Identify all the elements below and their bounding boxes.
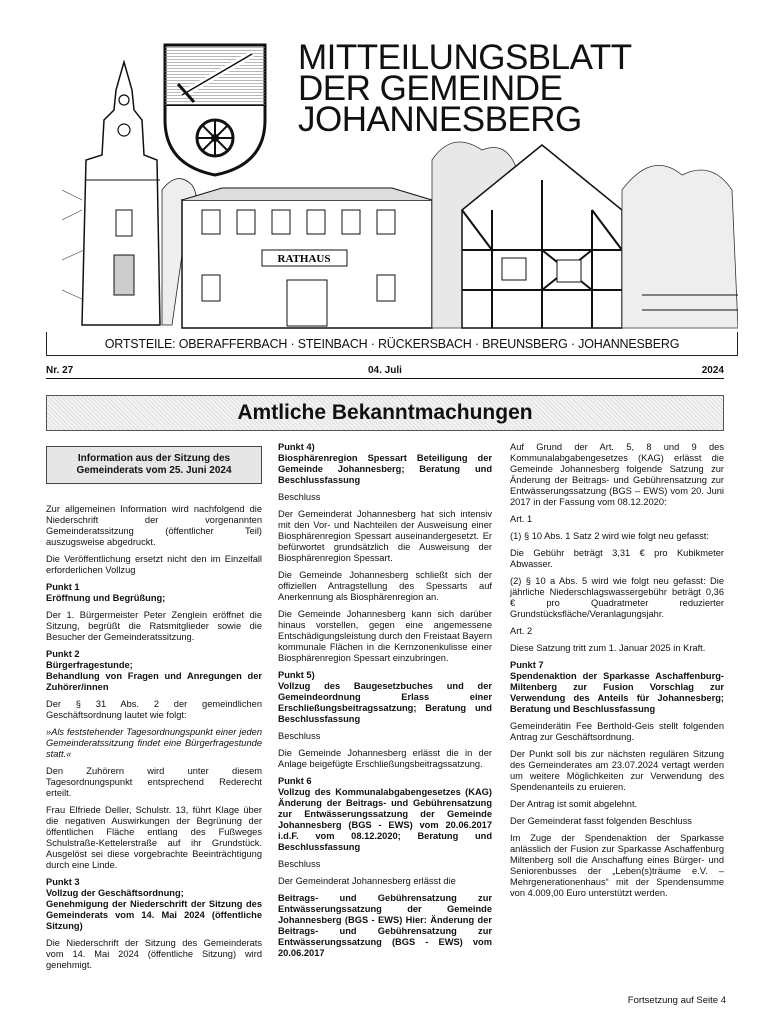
item-text: Gemeinderätin Fee Berthold-Geis stellt folgenden Antrag zur Geschäftsordnung. (510, 721, 724, 742)
item-text: Diese Satzung tritt zum 1. Januar 2025 in Kraft. (510, 643, 706, 653)
column-3 (510, 442, 724, 905)
issue-year: 2024 (701, 365, 724, 376)
item-heading: Punkt 1 (46, 582, 80, 592)
section-title: Amtliche Bekanntmachungen (46, 395, 724, 431)
item-title: Biosphärenregion Spessart Beteiligung der Gemeinde Johannesberg; Beratung und Beschlussfassung (278, 453, 492, 485)
item-text: Die Gebühr beträgt 3,31 € pro Kubikmeter Abwasser. (510, 548, 724, 569)
item-title: Beitrags- und Gebührensatzung zur Entwässerungssatzung der Gemeinde Johannesberg (BGS - EWS) Hier: Änderung der Beitrags- und Gebührensatzung zur Entwässerungssatzung (BGS - EWS) vom 20.06.2017 (278, 893, 492, 958)
item-text: Die Niederschrift der Sitzung des Gemeinderats vom 14. Mai 2024 (öffentliche Sitzung) wird genehmigt. (46, 938, 262, 970)
column-1 (46, 446, 262, 977)
item-title: Vollzug des Baugesetzbuches und der Gemeindeordnung Erlass einer Erschließungsbeitragssatzung; Beratung und Beschlussfassung (278, 681, 492, 724)
item-text: Im Zuge der Spendenaktion der Sparkasse anlässlich der Fusion zur Sparkasse Aschaffenburg Miltenberg soll die Anschaffung eines Bürger- und Seniorenbusses der „Leben(s)träume e.V. – Mehrgenerationenhaus“ mit der Spendensumme von 4.009,00 Euro unterstützt werden. (510, 833, 724, 898)
item-title: Vollzug des Kommunalabgabengesetzes (KAG) Änderung der Beitrags- und Gebührensatzung zur Entwässerungssatzung der Gemeinde Johannesberg (BGS - EWS) vom 20.06.2017 i.d.F. vom 08.12.2020; Beratung und Beschlussfassung (278, 787, 492, 852)
item-heading: Punkt 5) (278, 670, 315, 680)
item-title: Vollzug der Geschäftsordnung; (46, 888, 184, 898)
village-illustration (62, 60, 738, 330)
item-text: Der Gemeinderat Johannesberg hat sich intensiv mit den Vor- und Nachteilen der Ausweisung einer Biosphärenregion Spessart auseinandergesetzt. Er befürwortet grundsätzlich die Ausweisung der Biosphärenregion Spessart. (278, 509, 492, 563)
item-heading: Punkt 7 (510, 660, 544, 670)
item-text: Die Gemeinde Johannesberg schließt sich der offiziellen Antragstellung des Spessarts auf Anerkennung als Biosphärenregion an. (278, 570, 492, 602)
districts-bar: ORTSTEILE: OBERAFFERBACH · STEINBACH · RÜCKERSBACH · BREUNSBERG · JOHANNESBERG (46, 332, 738, 356)
issue-date: 04. Juli (368, 365, 402, 376)
title-line-2: DER GEMEINDE (298, 69, 563, 108)
rathaus-sign: RATHAUS (277, 253, 331, 265)
item-text: Der Gemeinderat fasst folgenden Beschluss (510, 816, 692, 826)
item-text: Die Gemeinde Johannesberg kann sich darüber hinaus vorstellen, gegen eine angemessene Entschädigungsleistung durch den Freistaat Bayern kommunale Flächen in die Kernzonenkulisse einer Biosphärenregion Spessart einzubringen. (278, 609, 492, 663)
item-text: (2) § 10 a Abs. 5 wird wie folgt neu gefasst: Die jährliche Niederschlagswassergebühr beträgt 0,36 € pro Quadratmeter reduzierter Grundstücksfläche/Veranlagungsjahr. (510, 576, 724, 619)
continuation-note: Fortsetzung auf Seite 4 (627, 995, 726, 1006)
item-label: Beschluss (278, 859, 321, 869)
intro-note: Die Veröffentlichung ersetzt nicht den im Einzelfall erforderlichen Vollzug (46, 554, 262, 575)
item-quote: »Als feststehender Tagesordnungspunkt einer jeden Gemeinderatssitzung findet eine Bürgerfragestunde statt.« (46, 727, 262, 759)
item-text: Den Zuhörern wird unter diesem Tagesordnungspunkt entsprechend Rederecht erteilt. (46, 766, 262, 798)
title-line-1: MITTEILUNGSBLATT (298, 38, 632, 77)
item-text: Auf Grund der Art. 5, 8 und 9 des Kommunalabgabengesetzes (KAG) erlässt die Gemeinde Johannesberg folgende Satzung zur Änderung der Beitrags- und Gebührensatzung zur Entwässerungssatzung (BGS – EWS) vom 20. Juni 2017 in der Fassung vom 08.12.2020: (510, 442, 724, 507)
item-text: Der Punkt soll bis zur nächsten regulären Sitzung des Gemeinderates am 23.07.2024 vertagt werden um weitere Möglichkeiten zur Verwendung des Spendenanteils zu eruieren. (510, 749, 724, 792)
item-heading: Punkt 6 (278, 776, 312, 786)
column-2 (278, 442, 492, 965)
issue-bar (46, 364, 724, 379)
title-line-3: JOHANNESBERG (298, 100, 582, 139)
item-title: Spendenaktion der Sparkasse Aschaffenburg-Miltenberg zur Fusion Vorschlag zur Verwendung des Anteils für Johannesberg; Beratung und Beschlussfassung (510, 671, 724, 714)
item-heading: Punkt 2 (46, 649, 80, 659)
item-label: Beschluss (278, 731, 321, 741)
item-heading: Punkt 3 (46, 877, 80, 887)
item-title: Eröffnung und Begrüßung; (46, 593, 166, 603)
item-title: Bürgerfragestunde; (46, 660, 133, 670)
item-heading: Punkt 4) (278, 442, 315, 452)
item-text: Der Gemeinderat Johannesberg erlässt die (278, 876, 456, 886)
item-text: Frau Elfriede Deller, Schulstr. 13, führt Klage über die negativen Auswirkungen der Begrünung der öffentlichen Fläche entlang des Fußweges Schulstraße-Kettelerstraße auf ihr Grundstück. Ausgelöst sei diese vorgebrachte Beeinträchtigung durch eine Linde. (46, 805, 262, 870)
item-label: Art. 2 (510, 626, 533, 636)
item-label: Art. 1 (510, 514, 533, 524)
issue-number: Nr. 27 (46, 365, 74, 376)
item-text: Der Antrag ist somit abgelehnt. (510, 799, 638, 809)
item-text: Der § 31 Abs. 2 der gemeindlichen Geschäftsordnung lautet wie folgt: (46, 699, 262, 720)
intro-text: Zur allgemeinen Information wird nachfolgend die Niederschrift der vorgenannten Gemeinderatssitzung (öffentlicher Teil) auszugsweise abgedruckt. (46, 504, 262, 547)
item-text: Die Gemeinde Johannesberg erlässt die in der Anlage beigefügte Erschließungsbeitragssatzung. (278, 748, 492, 769)
item-text: (1) § 10 Abs. 1 Satz 2 wird wie folgt neu gefasst: (510, 531, 709, 541)
item-text: Der 1. Bürgermeister Peter Zenglein eröffnet die Sitzung, begrüßt die Ratsmitglieder sowie die Besucher der Gemeinderatssitzung. (46, 610, 262, 642)
item-label: Beschluss (278, 492, 321, 502)
item-title: Genehmigung der Niederschrift der Sitzung des Gemeinderats vom 14. Mai 2024 (öffentliche Sitzung) (46, 899, 262, 931)
item-title: Behandlung von Fragen und Anregungen der Zuhörer/innen (46, 671, 262, 692)
info-box: Information aus der Sitzung des Gemeinderats vom 25. Juni 2024 (46, 446, 262, 484)
